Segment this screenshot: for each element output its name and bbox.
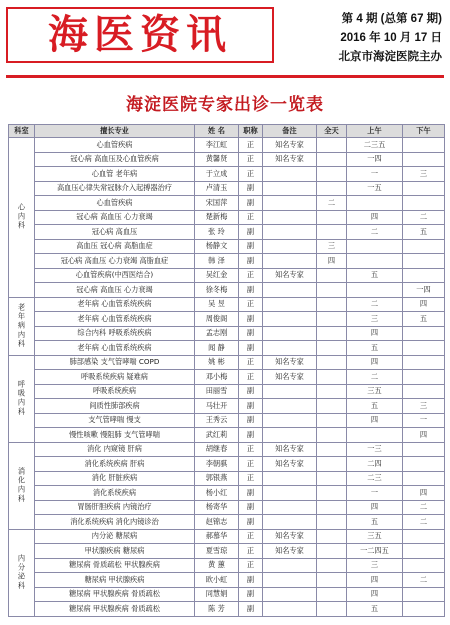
specialty-cell: 糖尿病 甲状腺疾病: [35, 573, 195, 588]
specialty-cell: 胃肠肝胆疾病 内镜治疗: [35, 500, 195, 515]
title-cell: 正: [239, 152, 263, 167]
title-cell: 副: [239, 602, 263, 617]
issue-number: 第 4 期 (总第 67 期): [341, 13, 442, 25]
column-header: 姓 名: [195, 125, 239, 138]
specialty-cell: 冠心病 高血压及心血管疾病: [35, 152, 195, 167]
fullday-cell: 四: [317, 254, 347, 269]
afternoon-cell: 二: [403, 515, 445, 530]
specialty-cell: 内分泌 糖尿病: [35, 529, 195, 544]
morning-cell: 四: [347, 573, 403, 588]
fullday-cell: [317, 399, 347, 414]
specialty-cell: 老年病 心血管系统疾病: [35, 341, 195, 356]
afternoon-cell: [403, 239, 445, 254]
morning-cell: [347, 239, 403, 254]
morning-cell: 五: [347, 602, 403, 617]
title-cell: 副: [239, 384, 263, 399]
morning-cell: 二: [347, 297, 403, 312]
column-header: 上午: [347, 125, 403, 138]
fullday-cell: [317, 428, 347, 443]
table-row: [9, 225, 445, 240]
table-row: [9, 587, 445, 602]
table-row: [9, 196, 445, 211]
specialty-cell: 心血管疾病: [35, 196, 195, 211]
fullday-cell: [317, 210, 347, 225]
title-cell: 正: [239, 471, 263, 486]
remark-cell: 知名专家: [263, 138, 317, 153]
table-row: [9, 268, 445, 283]
morning-cell: 一五: [347, 181, 403, 196]
title-cell: 副: [239, 428, 263, 443]
afternoon-cell: 一: [403, 413, 445, 428]
morning-cell: 二四: [347, 457, 403, 472]
specialty-cell: 肺部感染 支气管哮喘 COPD: [35, 355, 195, 370]
table-row: [9, 297, 445, 312]
issue-date: 2016 年 10 月 17 日: [340, 32, 442, 44]
remark-cell: [263, 196, 317, 211]
title-cell: 副: [239, 515, 263, 530]
department-cell: 内分泌科: [9, 529, 35, 616]
table-row: [9, 370, 445, 385]
doctor-name-cell: 吴红金: [195, 268, 239, 283]
column-header: 下午: [403, 125, 445, 138]
specialty-cell: 心血管疾病(中西医结合): [35, 268, 195, 283]
doctor-name-cell: 姚 彬: [195, 355, 239, 370]
remark-cell: [263, 486, 317, 501]
afternoon-cell: [403, 341, 445, 356]
morning-cell: 五: [347, 268, 403, 283]
remark-cell: 知名专家: [263, 457, 317, 472]
fullday-cell: [317, 413, 347, 428]
specialty-cell: 消化 内窥镜 肝病: [35, 442, 195, 457]
fullday-cell: [317, 500, 347, 515]
specialty-cell: 心血管疾病: [35, 138, 195, 153]
afternoon-cell: [403, 326, 445, 341]
fullday-cell: [317, 529, 347, 544]
morning-cell: 五: [347, 399, 403, 414]
morning-cell: 五: [347, 515, 403, 530]
morning-cell: 二: [347, 225, 403, 240]
department-cell: 呼吸内科: [9, 355, 35, 442]
afternoon-cell: [403, 602, 445, 617]
morning-cell: 一二四五: [347, 544, 403, 559]
morning-cell: 一四: [347, 152, 403, 167]
table-row: [9, 152, 445, 167]
department-cell: 消化内科: [9, 442, 35, 529]
title-cell: 副: [239, 399, 263, 414]
afternoon-cell: [403, 442, 445, 457]
fullday-cell: [317, 138, 347, 153]
afternoon-cell: [403, 529, 445, 544]
title-cell: 副: [239, 254, 263, 269]
remark-cell: [263, 573, 317, 588]
title-cell: 正: [239, 544, 263, 559]
fullday-cell: [317, 587, 347, 602]
doctor-name-cell: 黄 蕙: [195, 558, 239, 573]
title-cell: 副: [239, 312, 263, 327]
morning-cell: [347, 254, 403, 269]
doctor-name-cell: 李朝骐: [195, 457, 239, 472]
page-title: 海淀医院专家出诊一览表: [126, 95, 324, 115]
specialty-cell: 糖尿病 甲状腺疾病 骨质疏松: [35, 602, 195, 617]
specialty-cell: 冠心病 高血压 心力衰竭: [35, 210, 195, 225]
title-cell: 副: [239, 196, 263, 211]
specialty-cell: 慢性咳嗽 慢阻肺 支气管哮喘: [35, 428, 195, 443]
morning-cell: 一三: [347, 442, 403, 457]
title-cell: 正: [239, 355, 263, 370]
remark-cell: [263, 225, 317, 240]
remark-cell: [263, 283, 317, 298]
specialty-cell: 心血管 老年病: [35, 167, 195, 182]
specialty-cell: 消化系统疾病: [35, 486, 195, 501]
title-cell: 副: [239, 181, 263, 196]
specialty-cell: 冠心病 高血压 心力衰竭: [35, 283, 195, 298]
doctor-name-cell: 黄馨贤: [195, 152, 239, 167]
morning-cell: 四: [347, 500, 403, 515]
table-row: [9, 138, 445, 153]
afternoon-cell: [403, 268, 445, 283]
table-row: [9, 602, 445, 617]
doctor-name-cell: 韩 泽: [195, 254, 239, 269]
table-row: [9, 471, 445, 486]
specialty-cell: 消化系统疾病 肝病: [35, 457, 195, 472]
table-row: [9, 210, 445, 225]
afternoon-cell: 二: [403, 500, 445, 515]
fullday-cell: [317, 544, 347, 559]
remark-cell: [263, 181, 317, 196]
fullday-cell: [317, 312, 347, 327]
table-row: [9, 442, 445, 457]
afternoon-cell: 四: [403, 297, 445, 312]
remark-cell: [263, 297, 317, 312]
morning-cell: 五: [347, 341, 403, 356]
morning-cell: 一: [347, 167, 403, 182]
doctor-name-cell: 胡继春: [195, 442, 239, 457]
title-cell: 副: [239, 413, 263, 428]
remark-cell: [263, 428, 317, 443]
title-cell: 副: [239, 239, 263, 254]
doctor-name-cell: 陈 芳: [195, 602, 239, 617]
title-cell: 正: [239, 167, 263, 182]
newspaper-logo: [6, 7, 274, 63]
column-header: 备注: [263, 125, 317, 138]
specialty-cell: 老年病 心血管系统疾病: [35, 312, 195, 327]
remark-cell: 知名专家: [263, 442, 317, 457]
table-row: [9, 355, 445, 370]
table-row: [9, 239, 445, 254]
doctor-name-cell: 孟志刚: [195, 326, 239, 341]
title-cell: 副: [239, 326, 263, 341]
afternoon-cell: 四: [403, 428, 445, 443]
title-cell: 副: [239, 573, 263, 588]
brand-title: 海医资讯: [48, 11, 232, 58]
fullday-cell: [317, 384, 347, 399]
morning-cell: 一: [347, 486, 403, 501]
column-header: 科室: [9, 125, 35, 138]
specialty-cell: 糖尿病 骨质疏松 甲状腺疾病: [35, 558, 195, 573]
column-header: 职称: [239, 125, 263, 138]
table-row: [9, 312, 445, 327]
table-row: [9, 413, 445, 428]
doctor-name-cell: 赵锦志: [195, 515, 239, 530]
doctor-name-cell: 闻 静: [195, 341, 239, 356]
remark-cell: 知名专家: [263, 544, 317, 559]
table-row: [9, 181, 445, 196]
department-cell: 心内科: [9, 138, 35, 298]
fullday-cell: [317, 486, 347, 501]
doctor-name-cell: 郭银燕: [195, 471, 239, 486]
remark-cell: [263, 587, 317, 602]
fullday-cell: [317, 152, 347, 167]
afternoon-cell: 三: [403, 399, 445, 414]
afternoon-cell: [403, 152, 445, 167]
morning-cell: [347, 196, 403, 211]
table-row: [9, 428, 445, 443]
title-cell: 正: [239, 370, 263, 385]
doctor-name-cell: 武红莉: [195, 428, 239, 443]
morning-cell: 四: [347, 587, 403, 602]
fullday-cell: [317, 515, 347, 530]
doctor-name-cell: 楚新梅: [195, 210, 239, 225]
morning-cell: [347, 283, 403, 298]
doctor-name-cell: 杨小红: [195, 486, 239, 501]
remark-cell: [263, 341, 317, 356]
fullday-cell: [317, 558, 347, 573]
afternoon-cell: 二: [403, 210, 445, 225]
title-cell: 副: [239, 283, 263, 298]
doctor-name-cell: 田丽雪: [195, 384, 239, 399]
title-cell: 副: [239, 341, 263, 356]
title-cell: 正: [239, 529, 263, 544]
afternoon-cell: 五: [403, 225, 445, 240]
afternoon-cell: [403, 254, 445, 269]
specialty-cell: 糖尿病 甲状腺疾病 骨质疏松: [35, 587, 195, 602]
issue-info: [282, 10, 442, 67]
table-row: [9, 558, 445, 573]
remark-cell: [263, 167, 317, 182]
specialty-cell: 消化 肝脏疾病: [35, 471, 195, 486]
doctor-name-cell: 郝慕华: [195, 529, 239, 544]
specialty-cell: 甲状腺疾病 糖尿病: [35, 544, 195, 559]
table-row: [9, 529, 445, 544]
title-cell: 正: [239, 442, 263, 457]
table-row: [9, 384, 445, 399]
morning-cell: 二: [347, 370, 403, 385]
remark-cell: [263, 399, 317, 414]
afternoon-cell: [403, 457, 445, 472]
fullday-cell: [317, 297, 347, 312]
morning-cell: 四: [347, 355, 403, 370]
fullday-cell: 二: [317, 196, 347, 211]
afternoon-cell: [403, 544, 445, 559]
afternoon-cell: [403, 370, 445, 385]
fullday-cell: [317, 167, 347, 182]
remark-cell: 知名专家: [263, 370, 317, 385]
doctor-name-cell: 邓小梅: [195, 370, 239, 385]
table-row: [9, 486, 445, 501]
table-row: [9, 457, 445, 472]
doctor-name-cell: 杨寄华: [195, 500, 239, 515]
remark-cell: [263, 602, 317, 617]
doctor-name-cell: 杨静文: [195, 239, 239, 254]
afternoon-cell: [403, 138, 445, 153]
fullday-cell: [317, 602, 347, 617]
fullday-cell: [317, 181, 347, 196]
doctor-name-cell: 夏雪琼: [195, 544, 239, 559]
specialty-cell: 综合内科 呼吸系统疾病: [35, 326, 195, 341]
fullday-cell: [317, 341, 347, 356]
afternoon-cell: [403, 181, 445, 196]
column-header: 擅长专业: [35, 125, 195, 138]
remark-cell: [263, 558, 317, 573]
remark-cell: 知名专家: [263, 268, 317, 283]
doctor-name-cell: 同慧娟: [195, 587, 239, 602]
table-row: [9, 326, 445, 341]
specialty-cell: 老年病 心血管系统疾病: [35, 297, 195, 312]
fullday-cell: [317, 283, 347, 298]
specialty-cell: 支气管哮喘 慢支: [35, 413, 195, 428]
doctor-name-cell: 卢清玉: [195, 181, 239, 196]
remark-cell: [263, 384, 317, 399]
doctor-name-cell: 欧小虹: [195, 573, 239, 588]
table-row: [9, 515, 445, 530]
table-row: [9, 254, 445, 269]
table-row: [9, 399, 445, 414]
afternoon-cell: 四: [403, 486, 445, 501]
morning-cell: 四: [347, 210, 403, 225]
specialty-cell: 间质性肺部疾病: [35, 399, 195, 414]
specialty-cell: 高血压心律失常冠脉介入起搏器治疗: [35, 181, 195, 196]
title-cell: 副: [239, 486, 263, 501]
fullday-cell: [317, 268, 347, 283]
title-cell: 副: [239, 587, 263, 602]
table-row: [9, 283, 445, 298]
title-cell: 正: [239, 268, 263, 283]
remark-cell: [263, 312, 317, 327]
fullday-cell: [317, 457, 347, 472]
morning-cell: 四: [347, 413, 403, 428]
morning-cell: 二三五: [347, 138, 403, 153]
title-cell: 正: [239, 138, 263, 153]
table-row: [9, 167, 445, 182]
remark-cell: 知名专家: [263, 355, 317, 370]
header-rule: [6, 75, 444, 78]
doctor-name-cell: 宋国萍: [195, 196, 239, 211]
morning-cell: [347, 428, 403, 443]
title-cell: 副: [239, 225, 263, 240]
doctor-name-cell: 周俊阁: [195, 312, 239, 327]
specialty-cell: 消化系统疾病 消化内镜诊治: [35, 515, 195, 530]
remark-cell: [263, 239, 317, 254]
fullday-cell: [317, 326, 347, 341]
specialty-cell: 高血压 冠心病 高脂血症: [35, 239, 195, 254]
fullday-cell: [317, 471, 347, 486]
afternoon-cell: 一四: [403, 283, 445, 298]
remark-cell: [263, 500, 317, 515]
schedule-table: [8, 124, 445, 617]
table-row: [9, 544, 445, 559]
department-cell: 老年病内科: [9, 297, 35, 355]
table-row: [9, 500, 445, 515]
morning-cell: 三: [347, 312, 403, 327]
doctor-name-cell: 吴 昱: [195, 297, 239, 312]
morning-cell: 三: [347, 558, 403, 573]
morning-cell: 四: [347, 326, 403, 341]
remark-cell: 知名专家: [263, 152, 317, 167]
doctor-name-cell: 马壮开: [195, 399, 239, 414]
doctor-name-cell: 徐冬梅: [195, 283, 239, 298]
title-cell: 副: [239, 500, 263, 515]
afternoon-cell: [403, 471, 445, 486]
table-row: [9, 573, 445, 588]
afternoon-cell: [403, 558, 445, 573]
morning-cell: 二三: [347, 471, 403, 486]
column-header: 全天: [317, 125, 347, 138]
table-row: [9, 341, 445, 356]
afternoon-cell: 五: [403, 312, 445, 327]
fullday-cell: [317, 355, 347, 370]
doctor-name-cell: 于立成: [195, 167, 239, 182]
morning-cell: 三五: [347, 384, 403, 399]
doctor-name-cell: 李江虹: [195, 138, 239, 153]
remark-cell: [263, 471, 317, 486]
specialty-cell: 呼吸系统疾病: [35, 384, 195, 399]
title-cell: 正: [239, 457, 263, 472]
specialty-cell: 冠心病 高血压 心力衰竭 高脂血症: [35, 254, 195, 269]
specialty-cell: 冠心病 高血压: [35, 225, 195, 240]
title-cell: 正: [239, 297, 263, 312]
afternoon-cell: [403, 384, 445, 399]
publisher: 北京市海淀医院主办: [338, 51, 442, 63]
doctor-name-cell: 张 玲: [195, 225, 239, 240]
afternoon-cell: [403, 355, 445, 370]
remark-cell: [263, 326, 317, 341]
masthead: [0, 0, 450, 72]
remark-cell: [263, 254, 317, 269]
remark-cell: [263, 413, 317, 428]
afternoon-cell: [403, 587, 445, 602]
remark-cell: [263, 210, 317, 225]
title-cell: 正: [239, 210, 263, 225]
afternoon-cell: 二: [403, 573, 445, 588]
doctor-name-cell: 王秀云: [195, 413, 239, 428]
afternoon-cell: 三: [403, 167, 445, 182]
remark-cell: [263, 515, 317, 530]
specialty-cell: 呼吸系统疾病 疑难病: [35, 370, 195, 385]
afternoon-cell: [403, 196, 445, 211]
morning-cell: 三五: [347, 529, 403, 544]
fullday-cell: 三: [317, 239, 347, 254]
title-cell: 正: [239, 558, 263, 573]
fullday-cell: [317, 442, 347, 457]
fullday-cell: [317, 573, 347, 588]
remark-cell: 知名专家: [263, 529, 317, 544]
table-header-row: [9, 125, 445, 138]
fullday-cell: [317, 225, 347, 240]
fullday-cell: [317, 370, 347, 385]
